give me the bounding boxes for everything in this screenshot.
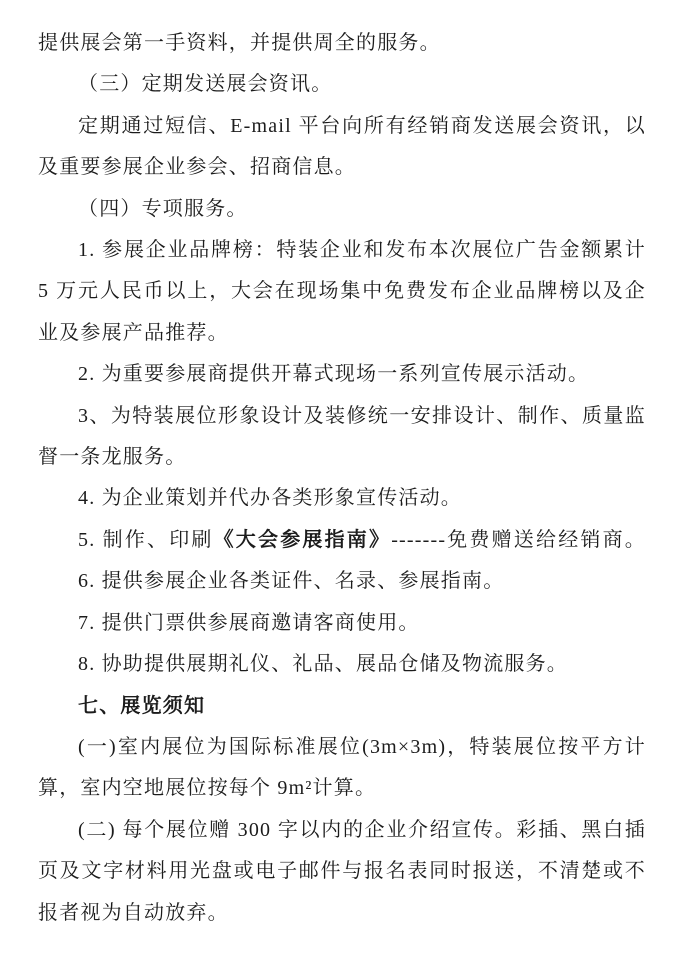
list-item-6: 6. 提供参展企业各类证件、名录、参展指南。 bbox=[78, 570, 505, 593]
list-item-1: 1. 参展企业品牌榜：特装企业和发布本次展位广告金额累计 bbox=[78, 239, 646, 262]
run-normal: 5. 制作、印刷 bbox=[78, 528, 214, 551]
text-line: 5 万元人民币以上，大会在现场集中免费发布企业品牌榜以及企 bbox=[38, 280, 646, 303]
list-item-7: 7. 提供门票供参展商邀请客商使用。 bbox=[78, 611, 420, 634]
list-item-2: 2. 为重要参展商提供开幕式现场一系列宣传展示活动。 bbox=[78, 363, 590, 386]
list-item-3: 3、为特装展位形象设计及装修统一安排设计、制作、质量监 bbox=[78, 404, 646, 427]
text-line-continuation: 提供展会第一手资料，并提供周全的服务。 bbox=[38, 32, 441, 54]
notice-item-2: (二) 每个展位赠 300 字以内的企业介绍宣传。彩插、黑白插 bbox=[78, 818, 646, 841]
text-line: 算，室内空地展位按每个 9m²计算。 bbox=[38, 777, 377, 800]
subsection-heading-3: （三）定期发送展会资讯。 bbox=[78, 73, 333, 96]
notice-item-1: (一)室内展位为国际标准展位(3m×3m)，特装展位按平方计 bbox=[78, 735, 646, 758]
section-heading-7: 七、展览须知 bbox=[78, 694, 206, 717]
list-item-8: 8. 协助提供展期礼仪、礼品、展品仓储及物流服务。 bbox=[78, 653, 568, 676]
text-line: 报者视为自动放弃。 bbox=[38, 901, 229, 924]
subsection-heading-4: （四）专项服务。 bbox=[78, 197, 248, 220]
run-bold-book-title: 《大会参展指南》 bbox=[213, 528, 392, 551]
text-line: 督一条龙服务。 bbox=[38, 446, 187, 469]
text-line: 业及参展产品推荐。 bbox=[38, 321, 229, 344]
text-line: 定期通过短信、E-mail 平台向所有经销商发送展会资讯，以 bbox=[78, 114, 646, 137]
run-normal: -------免费赠送给经销商。 bbox=[391, 528, 646, 551]
list-item-5 bbox=[38, 520, 646, 561]
text-line: 页及文字材料用光盘或电子邮件与报名表同时报送，不清楚或不 bbox=[38, 860, 646, 883]
list-item-4: 4. 为企业策划并代办各类形象宣传活动。 bbox=[78, 487, 462, 510]
text-line: 及重要参展企业参会、招商信息。 bbox=[38, 156, 356, 179]
